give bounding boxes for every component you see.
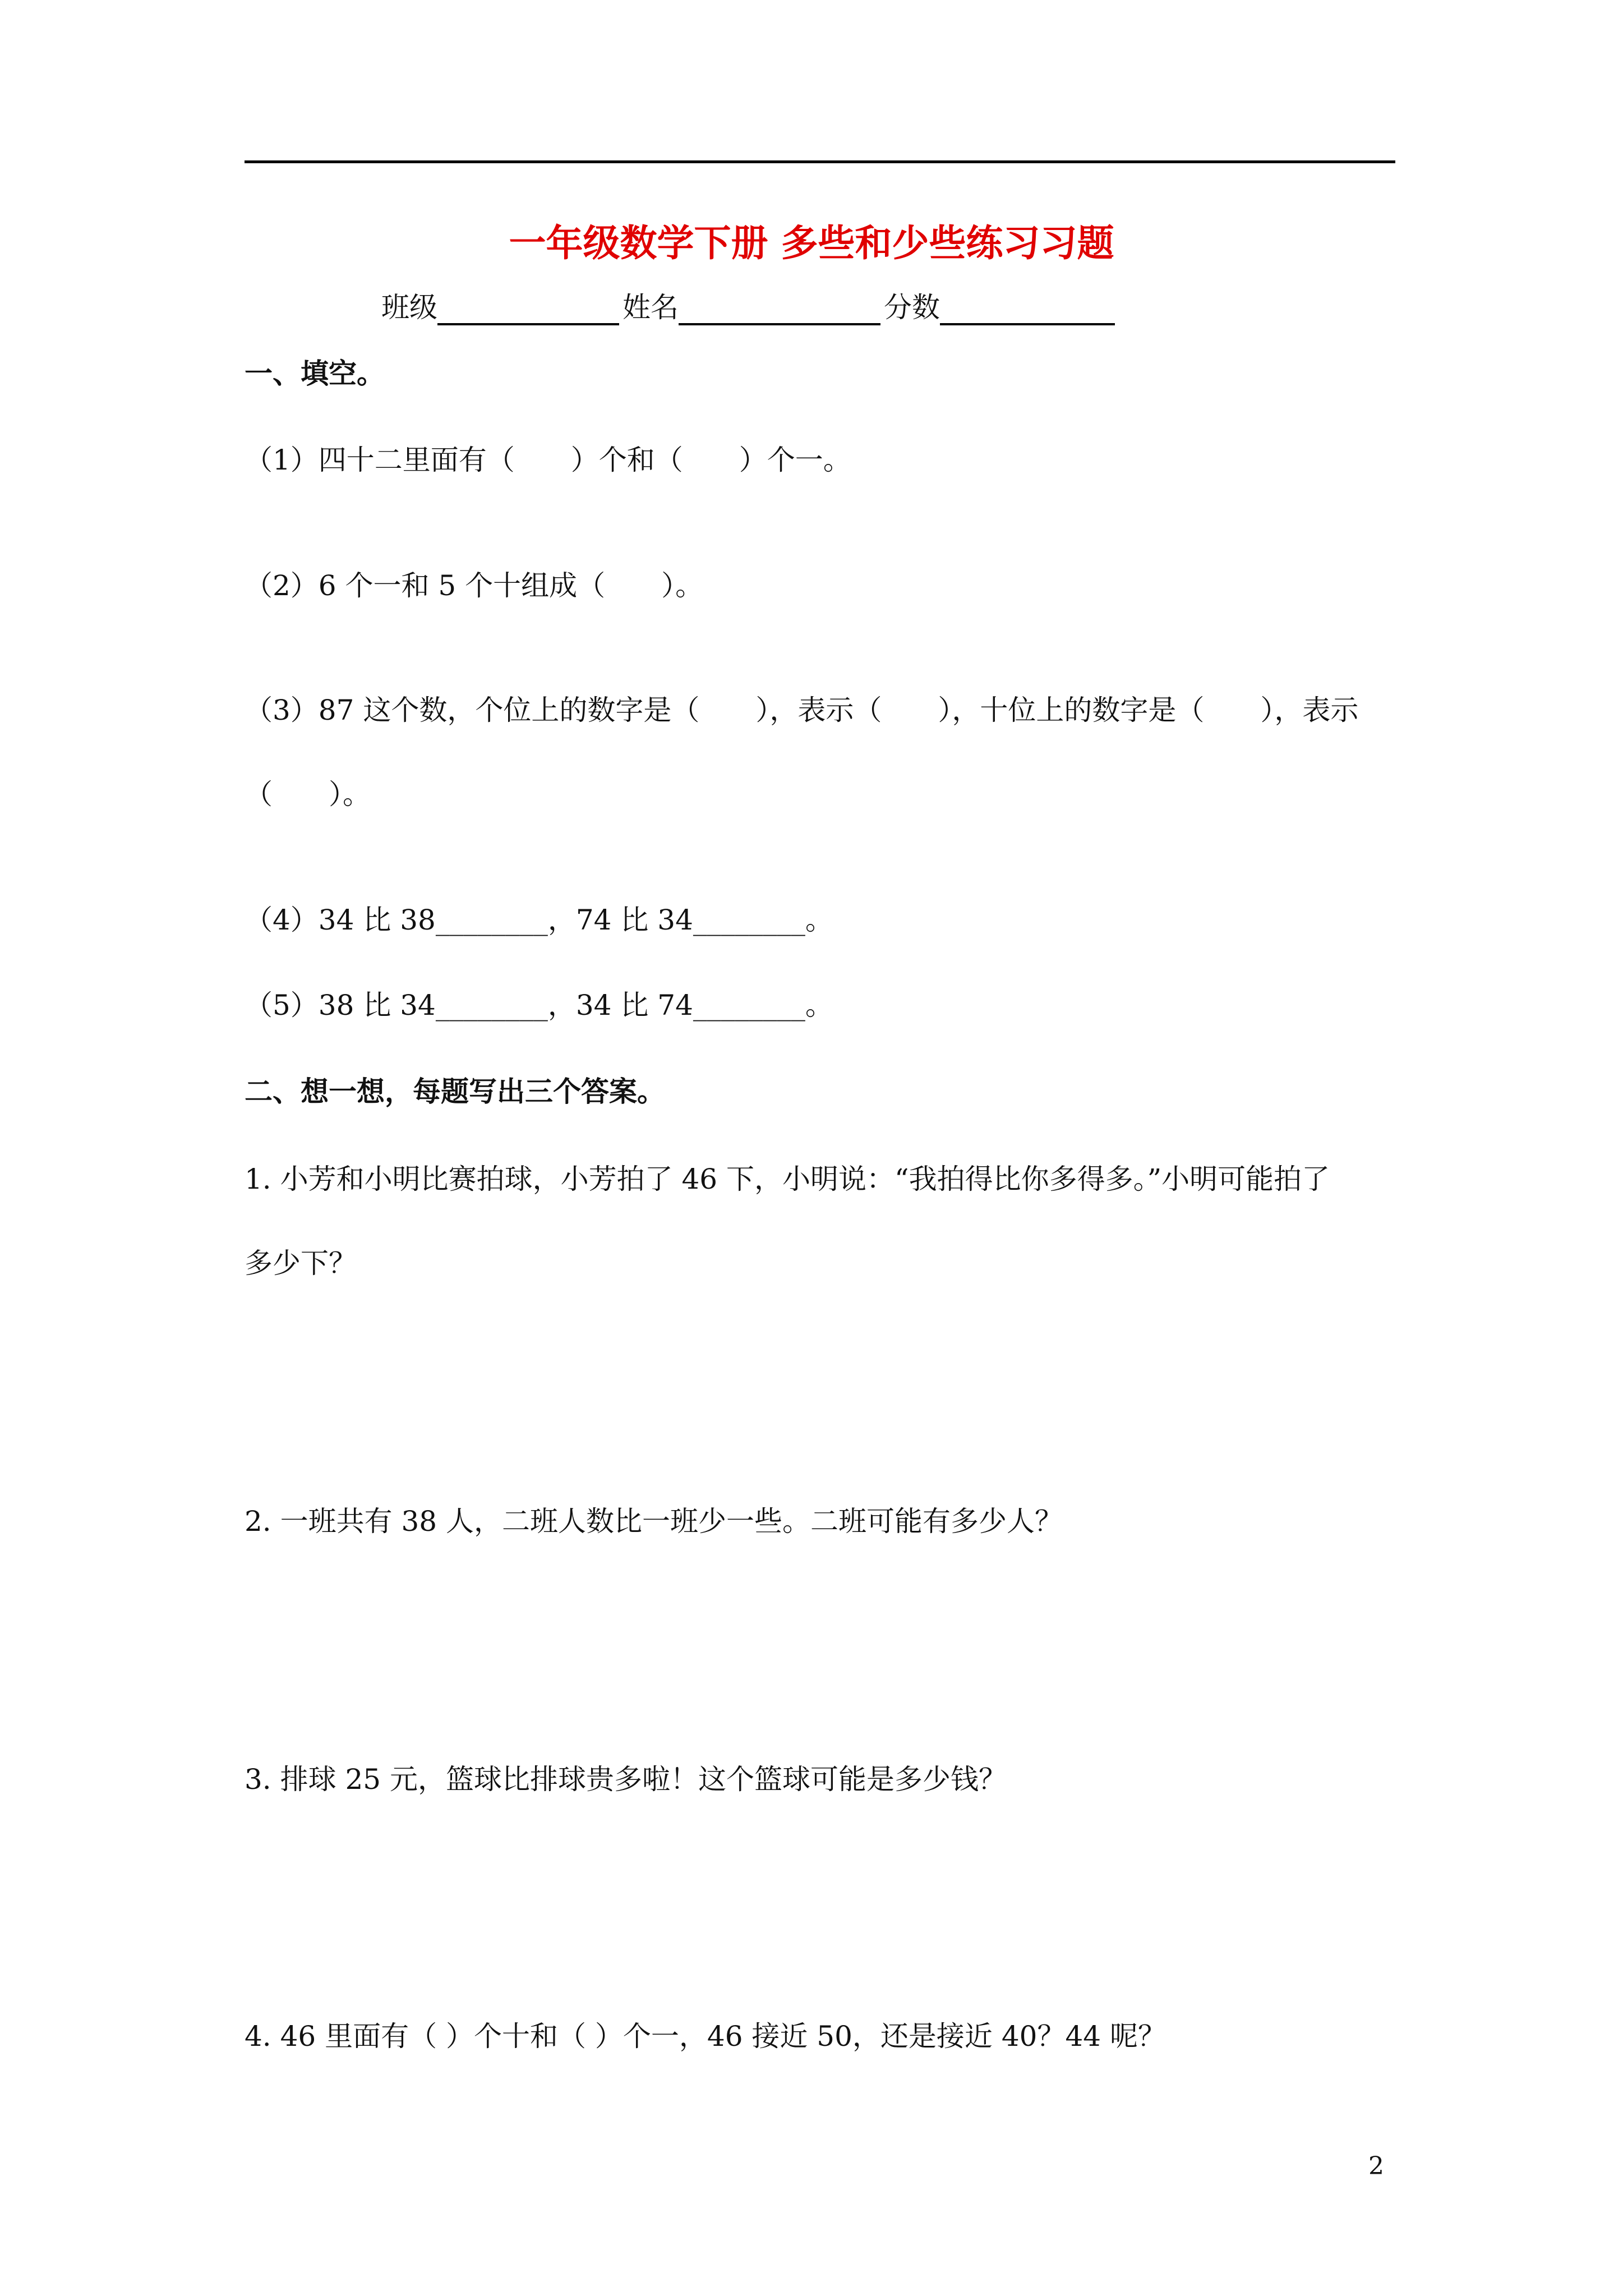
header-rule — [245, 160, 1395, 163]
section2-heading: 二、想一想，每题写出三个答案。 — [245, 1075, 665, 1108]
page-number: 2 — [1368, 2152, 1384, 2180]
problem-1-line2: 多少下？ — [245, 1247, 357, 1280]
fill-question-4: （4）34 比 38________，74 比 34________。 — [245, 904, 833, 936]
fill-question-3-line2: （ ）。 — [245, 778, 371, 811]
problem-2: 2. 一班共有 38 人，二班人数比一班少一些。二班可能有多少人？ — [245, 1505, 1063, 1538]
page-title: 一年级数学下册 多些和少些练习习题 — [509, 221, 1114, 265]
fill-question-3-line1: （3）87 这个数，个位上的数字是（ ），表示（ ），十位上的数字是（ ），表示 — [245, 694, 1359, 726]
fill-question-5: （5）38 比 34________，34 比 74________。 — [245, 989, 833, 1022]
score-label: 分数 — [884, 291, 940, 324]
score-blank[interactable] — [940, 294, 1115, 325]
section1-heading: 一、填空。 — [245, 357, 385, 390]
class-blank[interactable] — [437, 294, 619, 325]
name-label: 姓名 — [623, 291, 679, 324]
problem-3: 3. 排球 25 元，篮球比排球贵多啦！这个篮球可能是多少钱？ — [245, 1763, 1007, 1796]
problem-1-line1: 1. 小芳和小明比赛拍球，小芳拍了 46 下，小明说：“我拍得比你多得多。”小明可能拍了 — [245, 1163, 1330, 1195]
fill-question-1: （1）四十二里面有（ ）个和（ ）个一。 — [245, 444, 851, 476]
fill-question-2: （2）6 个一和 5 个十组成（ ）。 — [245, 569, 704, 602]
problem-4: 4. 46 里面有（ ）个十和（ ）个一，46 接近 50，还是接近 40？44 呢？ — [245, 2020, 1166, 2053]
name-blank[interactable] — [679, 294, 880, 325]
student-info-line — [381, 285, 1118, 325]
class-label: 班级 — [381, 291, 437, 324]
